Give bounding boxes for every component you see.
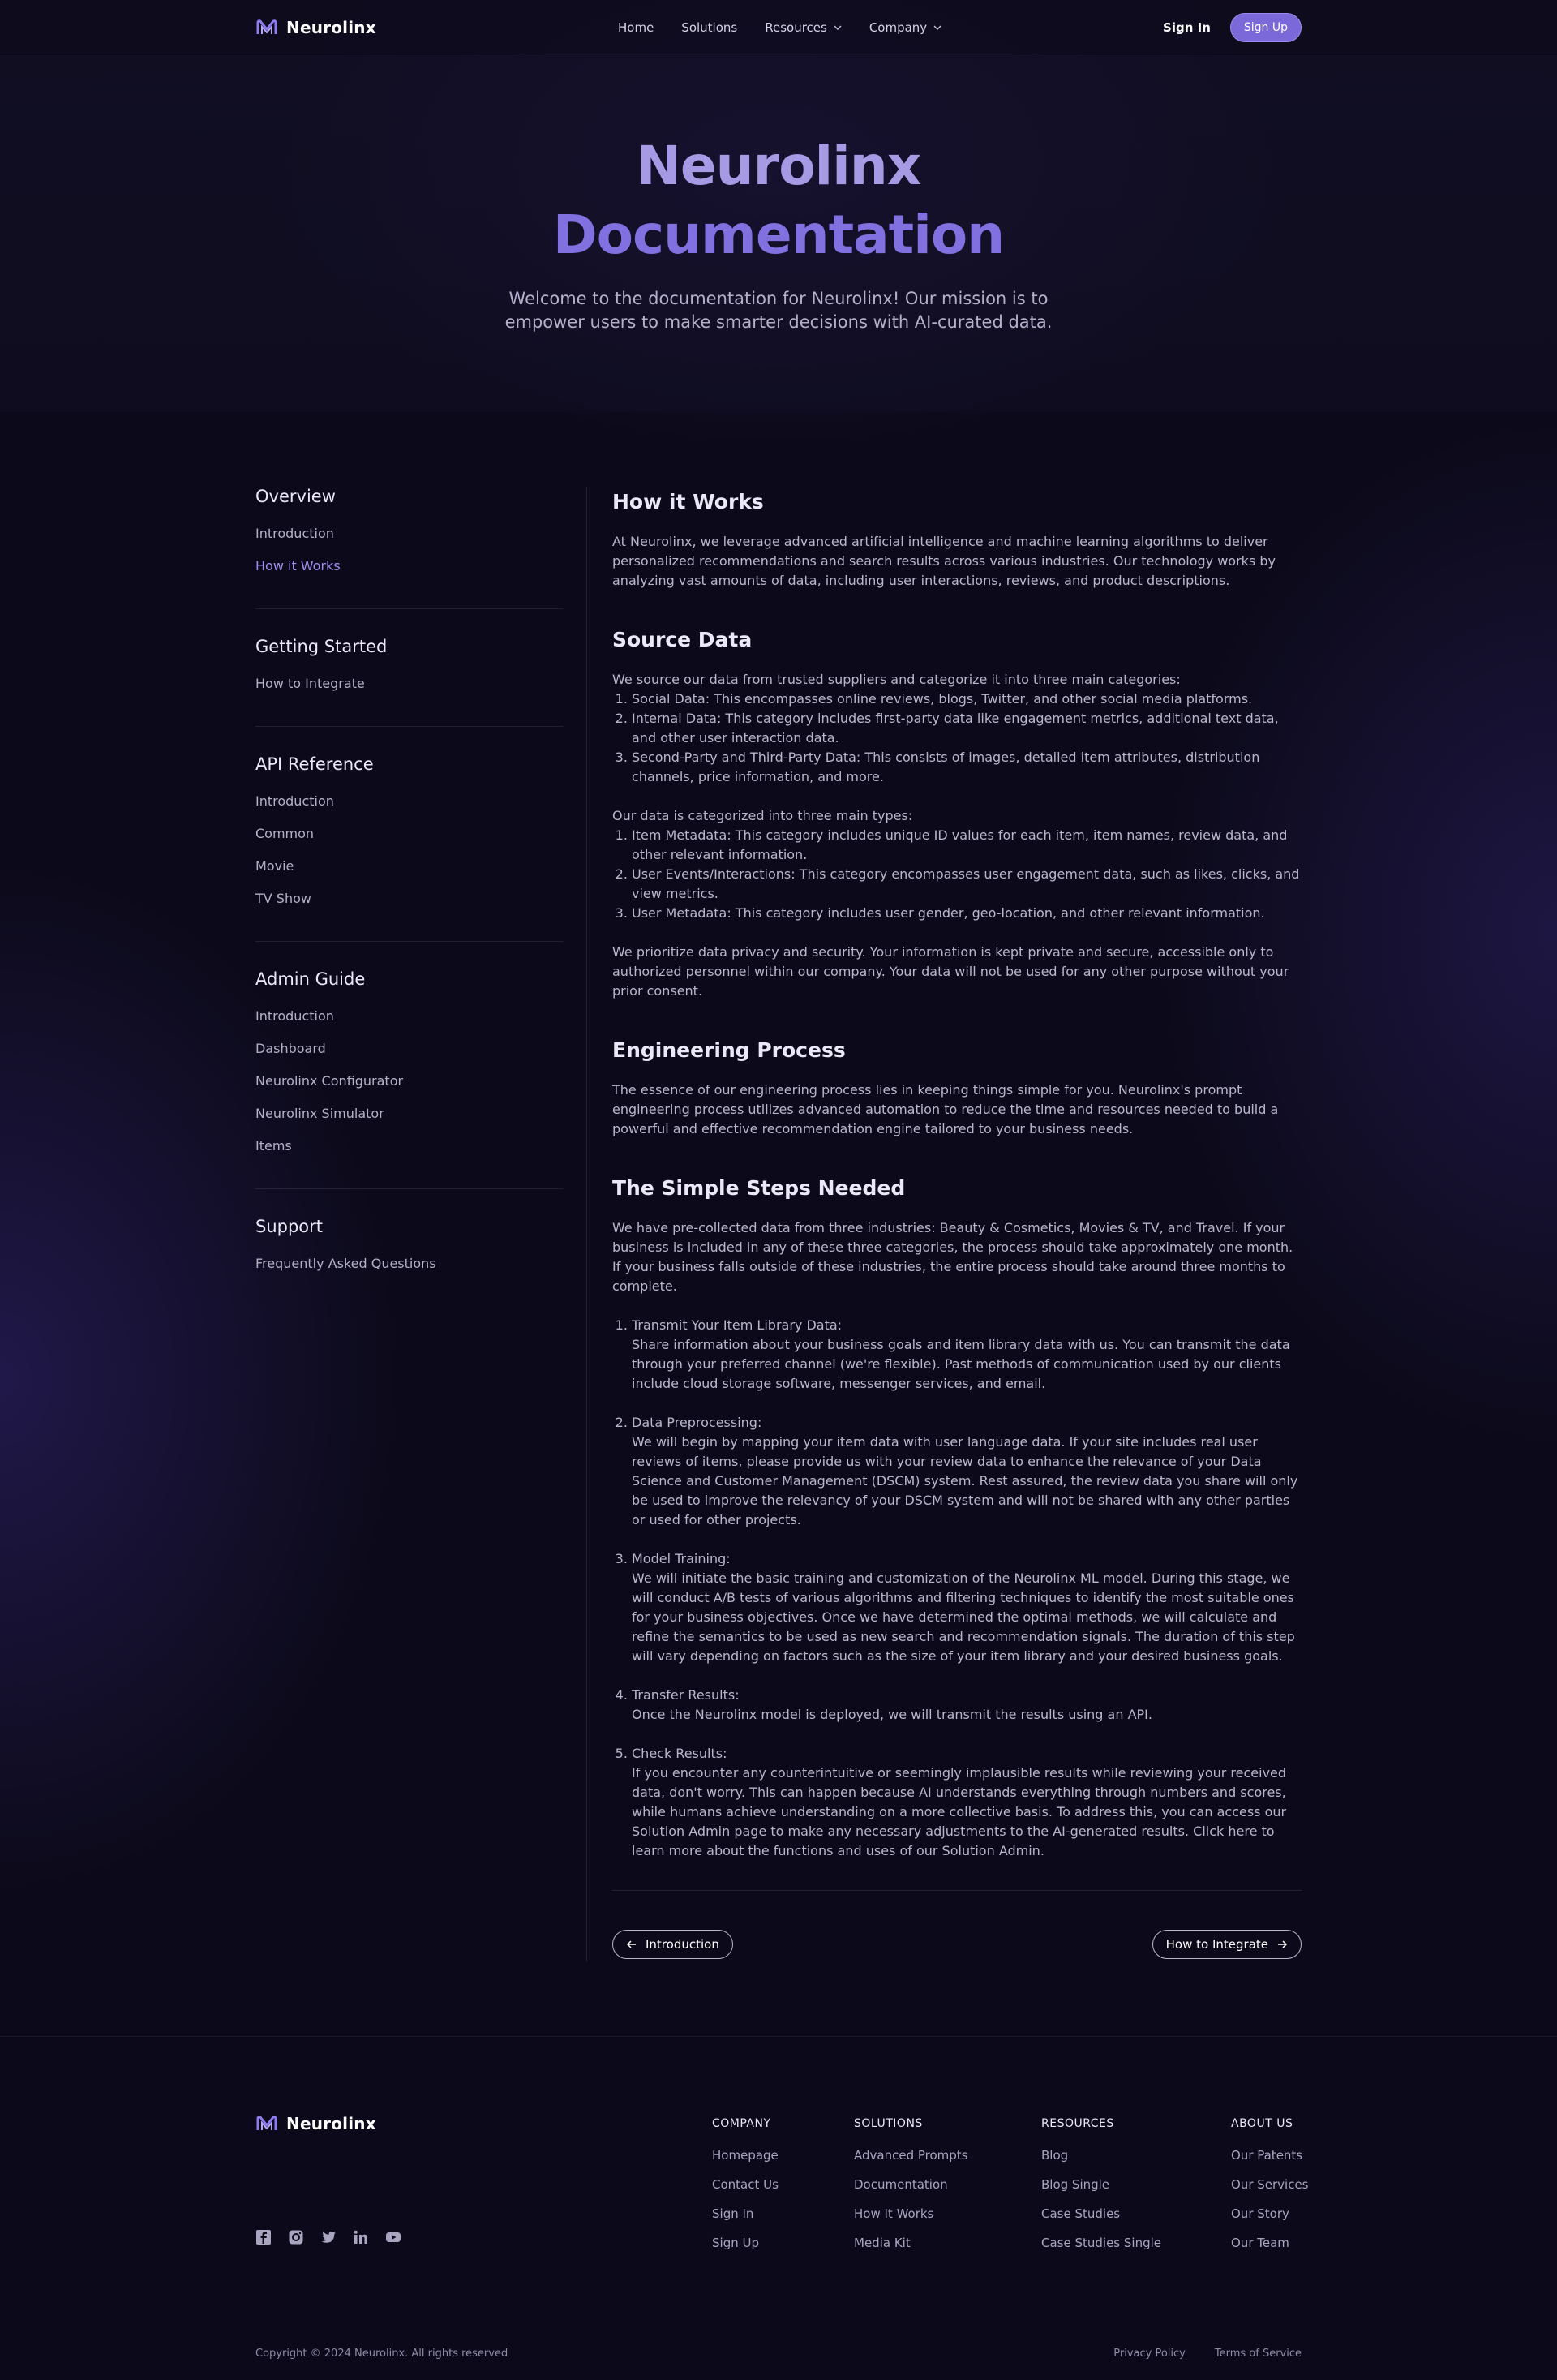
nav-solutions[interactable] [681, 20, 737, 35]
footer-link[interactable]: Media Kit [854, 2236, 911, 2250]
footer-column-resources [1041, 2117, 1161, 2265]
footer-column-heading: COMPANY [712, 2117, 771, 2130]
footer-brand-logo[interactable] [255, 2114, 376, 2133]
source-intro: We source our data from trusted suppliers and categorize it into three main categories: [612, 672, 1181, 687]
prev-page-label: Introduction [646, 1937, 719, 1952]
twitter-icon[interactable] [320, 2229, 337, 2245]
section-simple-steps [612, 1176, 1302, 1861]
types-intro: Our data is categorized into three main types: [612, 808, 913, 823]
sidebar-heading: Overview [255, 487, 336, 506]
section-title: How it Works [612, 490, 764, 513]
social-links [255, 2229, 401, 2245]
step-body: Share information about your business goals and item library data with us. You can transmit the data through your preferred channel (we're flexible). Past methods of communication used by our clients include cloud storage software, messenger services, and email. [632, 1337, 1290, 1391]
step-body: If you encounter any counterintuitive or seemingly implausible results while reviewing your received data, don't worry. This can happen because AI understands everything through numbers and scores, while humans achieve understanding on a more collective basis. To address this, you can access our Solution Admin page to make any necessary adjustments to the AI-generated results. Click here to learn more about the functions and uses of our Solution Admin. [632, 1765, 1287, 1858]
copyright-text: Copyright © 2024 Neurolinx. All rights reserved [255, 2348, 508, 2360]
hero-section [0, 55, 1557, 412]
footer-link[interactable]: Blog [1041, 2148, 1069, 2163]
sign-in-link[interactable]: Sign In [1163, 19, 1211, 35]
list-item: 1. Item Metadata: This category includes unique ID values for each item, item names, review data, and other relevant information. [632, 826, 1302, 865]
sidebar-group-support [255, 1217, 564, 1306]
sidebar-item-how-it-works[interactable]: How it Works [255, 558, 341, 574]
step-title: 1. Transmit Your Item Library Data: [632, 1317, 843, 1333]
page-pagination [612, 1890, 1302, 1952]
footer-link[interactable]: Case Studies [1041, 2206, 1121, 2221]
nav-resources-label: Resources [765, 19, 827, 35]
privacy-text: We prioritize data privacy and security. Your information is kept private and secure, accessible only to authorized personnel within our company. Your data will not be used for any other purpose without your prior consent. [612, 944, 1289, 999]
footer-link[interactable]: Sign In [712, 2206, 754, 2221]
neurolinx-logo-icon [255, 18, 278, 37]
source-categories-list [612, 690, 1302, 787]
footer-link[interactable]: Sign Up [712, 2236, 759, 2250]
step-item [632, 1549, 1302, 1666]
step-title: 4. Transfer Results: [632, 1687, 740, 1703]
sidebar-heading: API Reference [255, 754, 374, 774]
section-how-it-works [612, 490, 1302, 591]
prev-page-button[interactable] [612, 1930, 733, 1959]
arrow-right-icon [1276, 1939, 1288, 1950]
footer-link[interactable]: Our Story [1231, 2206, 1289, 2221]
footer-column-heading: RESOURCES [1041, 2117, 1114, 2130]
brand-logo[interactable] [255, 18, 376, 37]
step-item [632, 1413, 1302, 1530]
main-nav [618, 0, 941, 54]
sidebar-group-admin-guide [255, 969, 564, 1189]
footer-link[interactable]: Homepage [712, 2148, 778, 2163]
sidebar-heading: Getting Started [255, 637, 388, 656]
youtube-icon[interactable] [385, 2229, 401, 2245]
footer-column-heading: SOLUTIONS [854, 2117, 923, 2130]
sign-up-button[interactable]: Sign Up [1230, 13, 1302, 42]
steps-intro: We have pre-collected data from three industries: Beauty & Cosmetics, Movies & TV, and Travel. If your business is included in any of these three categories, the process should take approximately one month. If your business falls outside of these industries, the entire process should take around three months to complete. [612, 1220, 1293, 1294]
content-divider [586, 487, 587, 1961]
sidebar-group-getting-started [255, 637, 564, 727]
list-item: 2. Internal Data: This category includes first-party data like engagement metrics, additional text data, and other user interaction data. [632, 709, 1302, 748]
footer-link[interactable]: Our Team [1231, 2236, 1289, 2250]
sidebar-item-api-introduction[interactable]: Introduction [255, 793, 334, 809]
docs-sidebar [255, 487, 564, 1334]
arrow-left-icon [626, 1939, 637, 1950]
sidebar-item-movie[interactable]: Movie [255, 858, 294, 874]
sidebar-item-tv-show[interactable]: TV Show [255, 891, 311, 906]
steps-list [612, 1316, 1302, 1861]
nav-resources[interactable] [765, 20, 842, 35]
footer-column-about-us [1231, 2117, 1309, 2265]
footer-column-heading: ABOUT US [1231, 2117, 1293, 2130]
footer-link[interactable]: Contact Us [712, 2177, 778, 2192]
neurolinx-logo-icon [255, 2114, 278, 2133]
legal-links [1113, 2348, 1302, 2360]
sidebar-item-faq[interactable]: Frequently Asked Questions [255, 1256, 436, 1271]
sidebar-item-simulator[interactable]: Neurolinx Simulator [255, 1106, 384, 1121]
sidebar-heading: Admin Guide [255, 969, 366, 989]
section-engineering-process [612, 1038, 1302, 1139]
nav-home[interactable] [618, 20, 654, 35]
hero-title-line2: Documentation [552, 204, 1005, 266]
chevron-down-icon [933, 24, 941, 32]
footer-link[interactable]: Documentation [854, 2177, 948, 2192]
next-page-label: How to Integrate [1165, 1937, 1268, 1952]
section-title: Source Data [612, 628, 753, 651]
nav-home-label: Home [618, 19, 654, 35]
step-item [632, 1316, 1302, 1394]
step-item [632, 1686, 1302, 1725]
footer-column-solutions [854, 2117, 968, 2265]
linkedin-icon[interactable] [353, 2229, 369, 2245]
footer-link[interactable]: Blog Single [1041, 2177, 1110, 2192]
list-item: 1. Social Data: This encompasses online reviews, blogs, Twitter, and other social media platforms. [632, 690, 1302, 709]
footer-link[interactable]: How It Works [854, 2206, 934, 2221]
step-body: We will begin by mapping your item data with user language data. If your site includes real user reviews of items, please provide us with your review data to enhance the relevance of your Data Science and Customer Management (DSCM) system. Rest assured, the review data you share will only be used to improve the relevancy of your DSCM system and will not be shared with any other parties or used for other projects. [632, 1434, 1298, 1527]
sidebar-group-api-reference [255, 754, 564, 942]
step-item [632, 1744, 1302, 1861]
footer-brand-name: Neurolinx [286, 2114, 376, 2133]
footer-column-company [712, 2117, 778, 2265]
sidebar-item-introduction[interactable]: Introduction [255, 526, 334, 541]
list-item: 2. User Events/Interactions: This category encompasses user engagement data, such as likes, clicks, and view metrics. [632, 865, 1302, 904]
nav-solutions-label: Solutions [681, 19, 738, 35]
terms-of-service-link[interactable]: Terms of Service [1214, 2348, 1302, 2360]
chevron-down-icon [834, 24, 842, 32]
section-title: The Simple Steps Needed [612, 1176, 906, 1200]
footer-divider [0, 2036, 1557, 2037]
top-navbar [0, 0, 1557, 54]
footer-link[interactable]: Advanced Prompts [854, 2148, 968, 2163]
sidebar-group-overview [255, 487, 564, 609]
list-item: 3. User Metadata: This category includes user gender, geo-location, and other relevant information. [632, 904, 1302, 923]
section-title: Engineering Process [612, 1038, 846, 1062]
step-title: 3. Model Training: [632, 1551, 731, 1566]
list-item: 3. Second-Party and Third-Party Data: This consists of images, detailed item attributes, distribution channels, price information, and more. [632, 748, 1302, 787]
sidebar-item-how-to-integrate[interactable]: How to Integrate [255, 676, 365, 691]
instagram-icon[interactable] [288, 2229, 304, 2245]
data-types-list [612, 826, 1302, 923]
nav-company-label: Company [869, 19, 928, 35]
footer-link[interactable]: Case Studies Single [1041, 2236, 1162, 2250]
docs-content [612, 490, 1302, 1898]
sidebar-item-dashboard[interactable]: Dashboard [255, 1041, 326, 1056]
sidebar-item-configurator[interactable]: Neurolinx Configurator [255, 1073, 404, 1089]
sidebar-item-items[interactable]: Items [255, 1138, 292, 1153]
footer-link[interactable]: Our Services [1231, 2177, 1309, 2192]
brand-name: Neurolinx [286, 17, 376, 37]
step-title: 5. Check Results: [632, 1746, 727, 1761]
sidebar-item-admin-introduction[interactable]: Introduction [255, 1008, 334, 1024]
privacy-policy-link[interactable]: Privacy Policy [1113, 2348, 1186, 2360]
footer-link[interactable]: Our Patents [1231, 2148, 1303, 2163]
hero-title-line1: Neurolinx [636, 135, 921, 197]
section-source-data [612, 628, 1302, 1001]
step-body: Once the Neurolinx model is deployed, we will transmit the results using an API. [632, 1707, 1152, 1722]
sidebar-heading: Support [255, 1217, 324, 1236]
hero-subtitle: Welcome to the documentation for Neurolinx! Our mission is to empower users to make smarter decisions with AI-curated data. [504, 289, 1053, 332]
facebook-icon[interactable] [255, 2229, 272, 2245]
nav-company[interactable] [869, 20, 941, 35]
step-title: 2. Data Preprocessing: [632, 1415, 762, 1430]
next-page-button[interactable] [1152, 1930, 1302, 1959]
section-body: At Neurolinx, we leverage advanced artificial intelligence and machine learning algorithms to deliver personalized recommendations and search results across various industries. Our technology works by analyzing vast amounts of data, including user interactions, reviews, and product descriptions. [612, 534, 1276, 588]
step-body: We will initiate the basic training and customization of the Neurolinx ML model. During this stage, we will conduct A/B tests of various algorithms and filtering techniques to identify the most suitable ones for your business objectives. Once we have determined the optimal methods, we will calculate and refine the semantics to be used as new search and recommendation signals. The duration of this step will vary depending on factors such as the size of your item library and your desired business goals. [632, 1570, 1295, 1664]
section-body: The essence of our engineering process lies in keeping things simple for you. Neurolinx's prompt engineering process utilizes advanced automation to reduce the time and resources needed to build a powerful and effective recommendation engine tailored to your business needs. [612, 1082, 1279, 1136]
sidebar-item-common[interactable]: Common [255, 826, 315, 841]
